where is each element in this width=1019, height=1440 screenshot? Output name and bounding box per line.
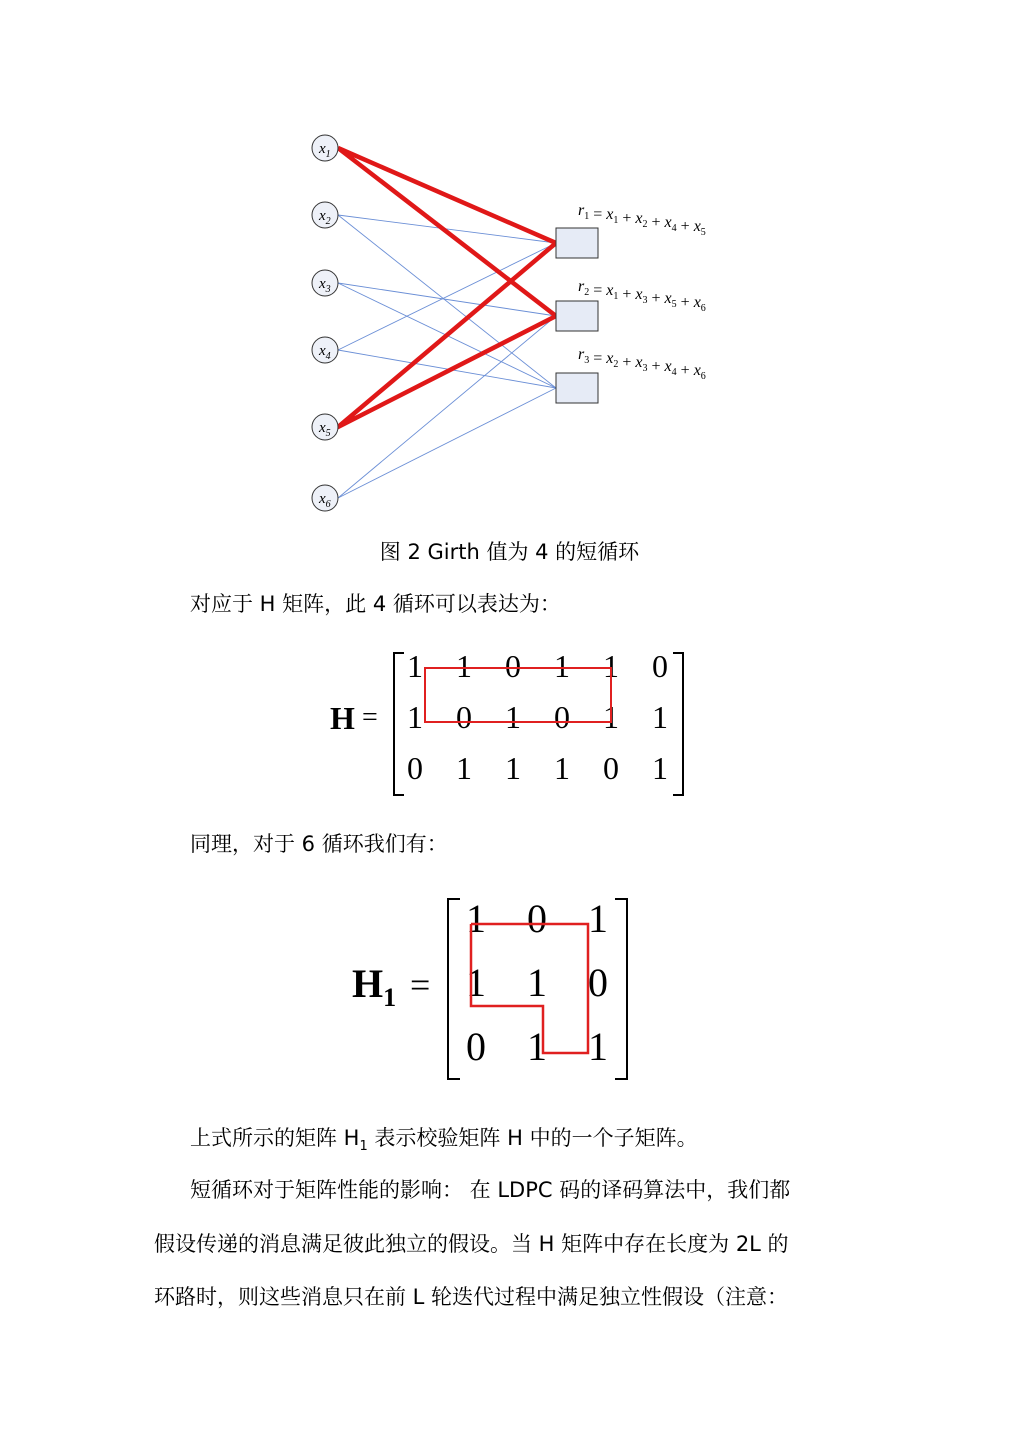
edge: [338, 388, 556, 498]
matrix-cell: 1: [603, 648, 619, 684]
equation-term: +: [647, 214, 665, 231]
variable-node-label: $x_1$: [319, 141, 331, 160]
matrix-cell: 1: [554, 750, 570, 786]
paragraph-h-matrix-intro: 对应于 H 矩阵，此 4 循环可以表达为：: [190, 592, 561, 616]
para3-a: 上式所示的矩阵 H: [190, 1126, 360, 1150]
variable-nodes: [312, 135, 338, 511]
equation-subscript: 5: [700, 227, 706, 238]
equation-term: x: [606, 282, 614, 299]
cycle-6-highlight: [0, 890, 1019, 1090]
matrix-cell: 1: [527, 960, 547, 1005]
equation-term: x: [693, 294, 701, 311]
matrix-cell: 0: [652, 648, 668, 684]
matrix-cell: 0: [527, 896, 547, 941]
paragraph-short-cycle-effect: 短循环对于矩阵性能的影响： 在 LDPC 码的译码算法中，我们都: [190, 1178, 791, 1202]
variable-node: [312, 202, 338, 228]
h1-label-sub: 1: [383, 983, 397, 1012]
equation-term: x: [635, 286, 643, 303]
equation-subscript: 1: [613, 291, 619, 302]
equation-subscript: 3: [584, 355, 590, 366]
variable-node-label: $x_3$: [319, 276, 331, 295]
equation-term: x: [693, 218, 701, 235]
matrix-cell: 0: [456, 699, 472, 735]
matrix-cell: 0: [588, 960, 608, 1005]
equation-term: +: [647, 290, 665, 307]
equation-term: r: [578, 202, 585, 219]
equation-subscript: 1: [584, 211, 590, 222]
paragraph-6-cycle-intro: 同理，对于 6 循环我们有：: [190, 832, 448, 856]
variable-node-label: $x_2$: [319, 208, 331, 227]
tanner-graph: [0, 0, 1019, 520]
check-nodes: [556, 228, 598, 403]
paragraph-submatrix: [190, 1124, 698, 1161]
equation-term: x: [606, 350, 614, 367]
matrix-cell: 0: [407, 750, 423, 786]
matrix-cell: 0: [466, 1024, 486, 1069]
equation-term: x: [635, 354, 643, 371]
matrix-cell: 1: [527, 1024, 547, 1069]
variable-node-subscript: 3: [325, 284, 331, 295]
matrix-cell: 0: [603, 750, 619, 786]
matrix-cell: 1: [466, 896, 486, 941]
matrix-cell: 0: [554, 699, 570, 735]
equation-term: +: [676, 362, 694, 379]
edge: [338, 283, 556, 316]
matrix-cell: 1: [652, 699, 668, 735]
equation-term: +: [618, 286, 636, 303]
equation-subscript: 4: [671, 367, 677, 378]
variable-node: [312, 135, 338, 161]
variable-node: [312, 337, 338, 363]
equation-term: +: [618, 210, 636, 227]
equation-subscript: 6: [700, 303, 706, 314]
matrix-cell: 1: [588, 896, 608, 941]
equation-term: x: [664, 290, 672, 307]
check-node: [556, 228, 598, 258]
equation-term: x: [635, 210, 643, 227]
graph-edges: [338, 148, 556, 498]
edge: [338, 316, 556, 498]
matrix-cell: 1: [603, 699, 619, 735]
matrix-cell: 1: [407, 648, 423, 684]
equation-term: r: [578, 346, 585, 363]
variable-node-label: $x_6$: [319, 491, 331, 510]
equation-term: +: [676, 294, 694, 311]
h1-matrix-equals: =: [410, 965, 431, 1005]
check-node: [556, 301, 598, 331]
check-node: [556, 373, 598, 403]
cycle-4-highlight: [424, 667, 612, 723]
matrix-cell: 1: [407, 699, 423, 735]
variable-node: [312, 414, 338, 440]
equation-term: =: [589, 350, 607, 367]
paragraph-independence-1: 假设传递的消息满足彼此独立的假设。当 H 矩阵中存在长度为 2L 的: [154, 1232, 789, 1256]
matrix-cell: 1: [466, 960, 486, 1005]
variable-node-subscript: 2: [325, 216, 331, 227]
equation-subscript: 5: [671, 299, 677, 310]
equation-term: x: [664, 214, 672, 231]
equation-term: +: [618, 354, 636, 371]
h1-matrix-equation: [0, 890, 1019, 1090]
matrix-cell: 1: [456, 648, 472, 684]
variable-node-label: $x_5$: [319, 420, 331, 439]
matrix-cell: 0: [505, 648, 521, 684]
matrix-cell: 1: [554, 648, 570, 684]
h1-label-letter: H: [352, 961, 384, 1006]
matrix-cell: 1: [588, 1024, 608, 1069]
matrix-cell: 1: [505, 750, 521, 786]
equation-term: =: [589, 282, 607, 299]
equation-subscript: 3: [642, 363, 648, 374]
equation-subscript: 6: [700, 371, 706, 382]
equation-subscript: 2: [613, 359, 619, 370]
edge: [338, 215, 556, 388]
variable-node-subscript: 5: [325, 428, 331, 439]
variable-node: [312, 485, 338, 511]
variable-node: [312, 270, 338, 296]
variable-node-subscript: 1: [325, 149, 331, 160]
figure-caption: 图 2 Girth 值为 4 的短循环: [379, 540, 640, 564]
matrix-cell: 1: [652, 750, 668, 786]
variable-node-subscript: 6: [325, 499, 331, 510]
equation-term: r: [578, 278, 585, 295]
matrix-cell: 1: [456, 750, 472, 786]
equation-subscript: 3: [642, 295, 648, 306]
equation-term: =: [589, 206, 607, 223]
equation-term: +: [647, 358, 665, 375]
para3-b: 表示校验矩阵 H 中的一个子矩阵。: [367, 1126, 698, 1150]
equation-term: +: [676, 218, 694, 235]
equation-term: x: [606, 206, 614, 223]
equation-term: x: [693, 362, 701, 379]
h-matrix-equation: [0, 640, 1019, 810]
equation-subscript: 2: [642, 219, 648, 230]
h-matrix-label: H: [330, 700, 355, 736]
equation-term: x: [664, 358, 672, 375]
h-matrix-equals: =: [362, 702, 378, 733]
paragraph-independence-2: 环路时，则这些消息只在前 L 轮迭代过程中满足独立性假设（注意：: [154, 1285, 789, 1309]
equation-subscript: 4: [671, 223, 677, 234]
variable-node-label: $x_4$: [319, 343, 331, 362]
matrix-cell: 1: [505, 699, 521, 735]
para3-sub: 1: [359, 1139, 368, 1155]
equation-subscript: 1: [613, 215, 619, 226]
variable-node-subscript: 4: [325, 351, 331, 362]
equation-subscript: 2: [584, 287, 590, 298]
